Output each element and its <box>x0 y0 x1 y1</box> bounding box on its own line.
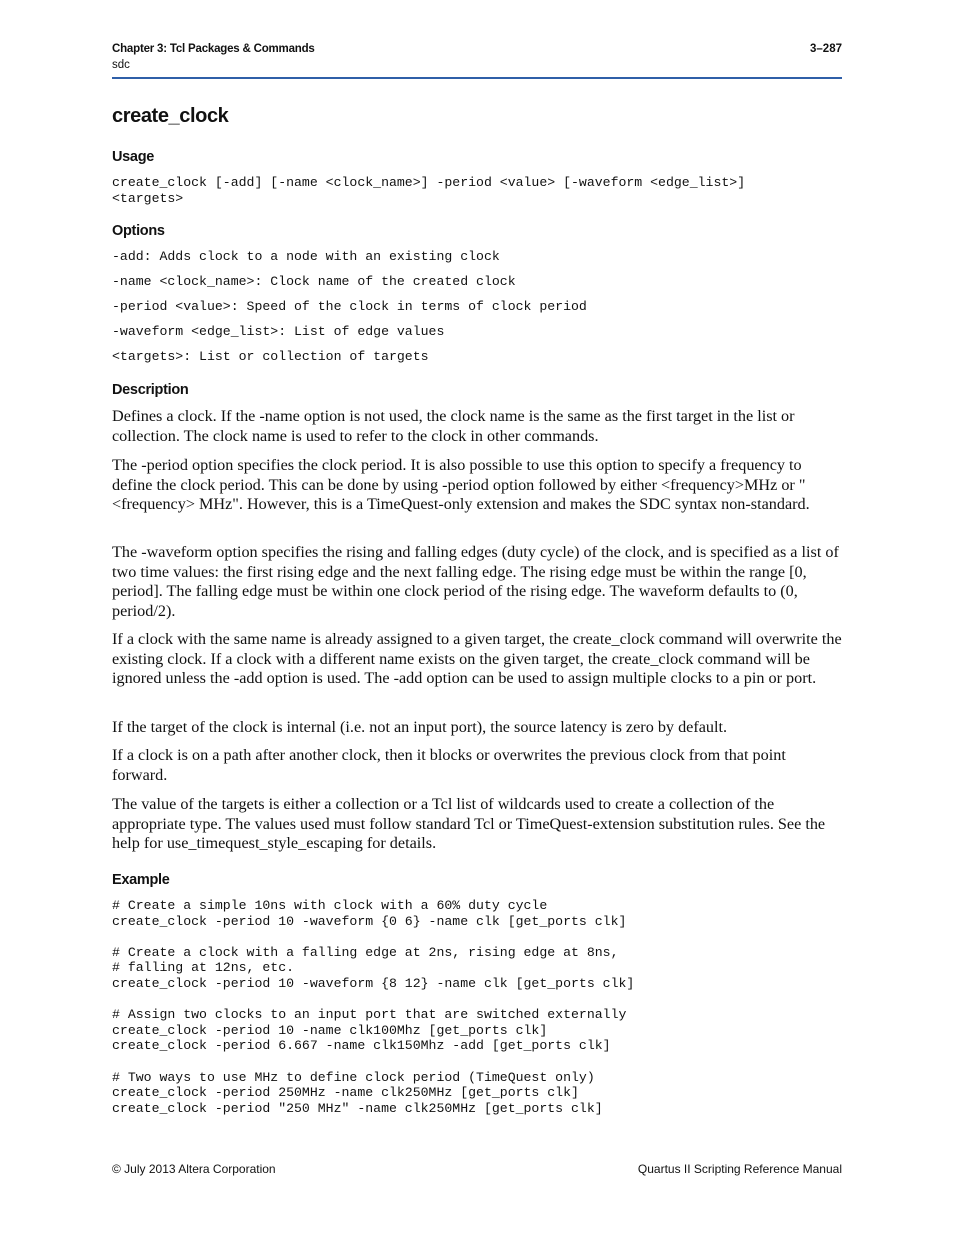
description-paragraph: If a clock with the same name is already assigned to a given target, the create_clock command will overwrite the existing clock. If a clock with a different name exists on the given target, the create_clock command will be ignored unless the -add option is used. The -add option can be used to assign multiple clocks to a pin or port. <box>112 630 842 687</box>
header-page-number: 3–287 <box>810 43 842 55</box>
description-paragraph: If the target of the clock is internal (i.e. not an input port), the source latency is zero by default. <box>112 718 728 736</box>
description-heading: Description <box>112 382 189 398</box>
example-heading: Example <box>112 872 170 888</box>
command-title: create_clock <box>112 105 229 127</box>
option-name: -name <clock_name>: Clock name of the created clock <box>112 274 516 289</box>
option-period: -period <value>: Speed of the clock in terms of clock period <box>112 299 587 314</box>
usage-syntax: create_clock [-add] [-name <clock_name>] -period <value> [-waveform <edge_list>] <targets> <box>112 175 746 206</box>
options-heading: Options <box>112 223 165 239</box>
header-chapter-title: Chapter 3: Tcl Packages & Commands <box>112 43 315 55</box>
option-waveform: -waveform <edge_list>: List of edge values <box>112 324 445 339</box>
footer-copyright: © July 2013 Altera Corporation <box>112 1162 276 1176</box>
header-divider <box>112 77 842 79</box>
description-paragraph: If a clock is on a path after another clock, then it blocks or overwrites the previous clock from that point forward. <box>112 746 786 784</box>
footer-manual-title: Quartus II Scripting Reference Manual <box>637 1162 842 1176</box>
description-paragraph: The value of the targets is either a collection or a Tcl list of wildcards used to create a collection of the appropriate type. The values used must follow standard Tcl or TimeQuest-extension substitution rules. See the help for use_timequest_style_escaping for details. <box>112 795 826 852</box>
header-section-name: sdc <box>112 59 130 71</box>
description-paragraph: Defines a clock. If the -name option is not used, the clock name is the same as the first target in the list or collection. The clock name is used to refer to the clock in other commands. <box>112 407 795 445</box>
description-paragraph: The -period option specifies the clock period. It is also possible to use this option to specify a frequency to define the clock period. This can be done by using -period option followed by either <frequency>MHz or "<frequency> MHz". However, this is a TimeQuest-only extension and makes the SDC syntax non-standard. <box>112 456 810 513</box>
option-targets: <targets>: List or collection of targets <box>112 349 429 364</box>
description-paragraph: The -waveform option specifies the rising and falling edges (duty cycle) of the clock, and is specified as a list of two time values: the first rising edge and the next falling edge. The rising edge must be within the range [0, period]. The falling edge must be within one clock period of the rising edge. The waveform defaults to (0, period/2). <box>112 543 839 620</box>
example-code-block: # Create a simple 10ns with clock with a 60% duty cycle create_clock -period 10 -waveform {0 6} -name clk [get_ports clk] # Create a clock with a falling edge at 2ns, rising edge at 8ns, # falling at 12ns, etc. create_clock -period 10 -waveform {8 12} -name clk [get_ports clk] # Assign two clocks to an input port that are switched externally create_clock -period 10 -name clk100Mhz [get_ports clk] create_clock -period 6.667 -name clk150Mhz -add [get_ports clk] # Two ways to use MHz to define clock period (TimeQuest only) create_clock -period 250MHz -name clk250MHz [get_ports clk] create_clock -period "250 MHz" -name clk250MHz [get_ports clk] <box>112 898 635 1116</box>
option-add: -add: Adds clock to a node with an existing clock <box>112 249 500 264</box>
usage-heading: Usage <box>112 149 155 165</box>
